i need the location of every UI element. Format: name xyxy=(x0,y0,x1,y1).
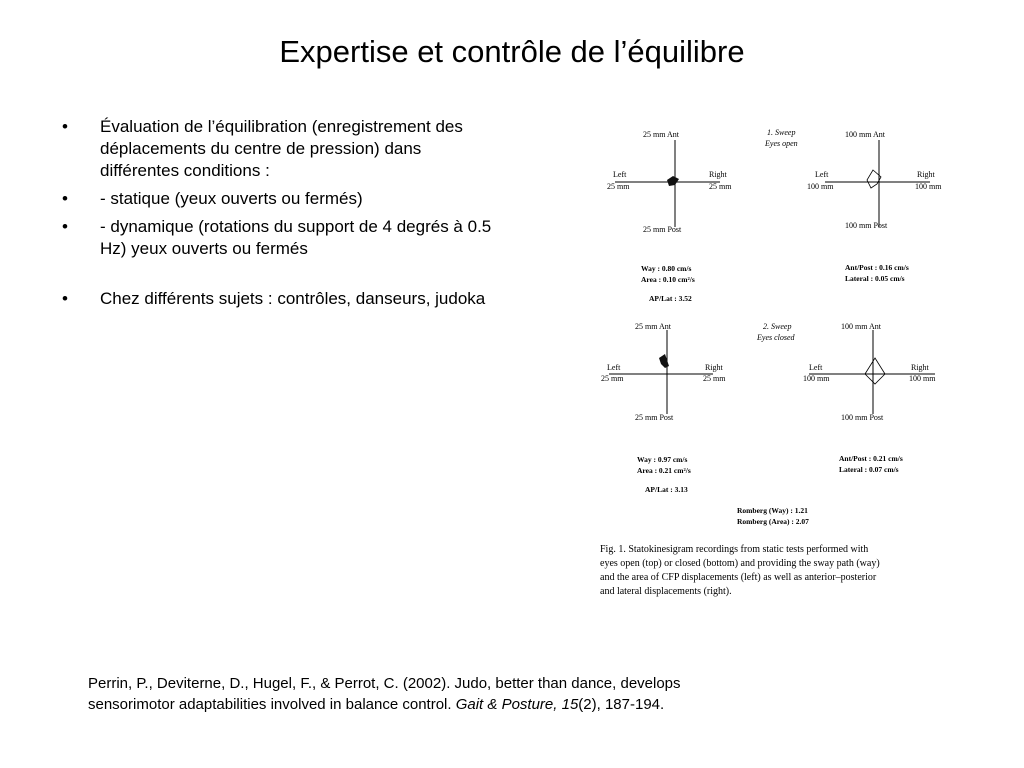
axis-label: 100 mm Post xyxy=(841,413,884,422)
axis-label: 25 mm xyxy=(607,182,630,191)
axis-label: Right xyxy=(709,170,727,179)
axis-label: Left xyxy=(809,363,823,372)
bullet-marker: • xyxy=(62,289,68,308)
stat-text: Lateral : 0.07 cm/s xyxy=(839,465,899,474)
reference-pages: (2), 187-194. xyxy=(578,696,665,713)
bullet-text: - dynamique (rotations du support de 4 degrés à 0.5 Hz) yeux ouverts ou fermés xyxy=(100,217,492,258)
axis-label: Right xyxy=(705,363,723,372)
figure-caption-line: and lateral displacements (right). xyxy=(600,586,732,597)
statokinesigram-figure xyxy=(595,122,955,602)
reference-line-1: Perrin, P., Deviterne, D., Hugel, F., & Perrot, C. (2002). Judo, better than dance, develops xyxy=(88,675,681,692)
bullet-item xyxy=(62,116,502,182)
stat-text: Area : 0.21 cm²/s xyxy=(637,466,691,475)
sweep-label: 1. Sweep xyxy=(767,128,796,137)
axis-label: 100 mm xyxy=(909,374,936,383)
axis-label: 25 mm xyxy=(601,374,624,383)
journal-name: Gait & Posture, 15 xyxy=(455,696,579,713)
stat-text: Ant/Post : 0.16 cm/s xyxy=(845,263,909,272)
stat-text: Way : 0.97 cm/s xyxy=(637,455,688,464)
axis-label: 25 mm Ant xyxy=(643,130,680,139)
axis-label: 25 mm Post xyxy=(643,225,682,234)
axis-label: Left xyxy=(607,363,621,372)
sweep-condition: Eyes closed xyxy=(757,333,795,342)
bullet-list xyxy=(62,116,502,316)
figure-image xyxy=(595,122,955,602)
reference-line-2 xyxy=(88,694,808,715)
axis-label: 25 mm Post xyxy=(635,413,674,422)
bullet-marker: • xyxy=(62,217,68,236)
stat-text: Ant/Post : 0.21 cm/s xyxy=(839,454,903,463)
sway-trace xyxy=(865,358,885,384)
axis-label: 100 mm Ant xyxy=(845,130,886,139)
bullet-text: Chez différents sujets : contrôles, danseurs, judoka xyxy=(100,289,486,308)
axis-label: 100 mm xyxy=(915,182,942,191)
stat-text: AP/Lat : 3.52 xyxy=(649,294,692,303)
sweep-label: 2. Sweep xyxy=(763,322,792,331)
axis-label: 100 mm Post xyxy=(845,221,888,230)
romberg-text: Romberg (Area) : 2.07 xyxy=(737,517,809,526)
reference-text: sensorimotor adaptabilities involved in balance control. xyxy=(88,696,456,713)
figure-caption-line: and the area of CFP displacements (left) as well as anterior–posterior xyxy=(600,572,877,583)
bullet-marker: • xyxy=(62,189,68,208)
axis-label: Left xyxy=(613,170,627,179)
sweep-condition: Eyes open xyxy=(765,139,798,148)
slide-title: Expertise et contrôle de l’équilibre xyxy=(279,34,745,69)
figure-caption-line: eyes open (top) or closed (bottom) and providing the sway path (way) xyxy=(600,558,880,569)
bullet-item xyxy=(62,188,502,210)
bullet-item xyxy=(62,216,502,260)
stat-text: Lateral : 0.05 cm/s xyxy=(845,274,905,283)
sway-trace xyxy=(667,176,679,186)
reference-citation xyxy=(88,673,808,715)
romberg-text: Romberg (Way) : 1.21 xyxy=(737,506,808,515)
bullet-text: Évaluation de l’équilibration (enregistrement des déplacements du centre de pression) dans différentes conditions : xyxy=(100,117,463,180)
axis-label: 25 mm xyxy=(703,374,726,383)
axis-label: 25 mm Ant xyxy=(635,322,672,331)
stat-text: Area : 0.10 cm²/s xyxy=(641,275,695,284)
axis-label: Right xyxy=(911,363,929,372)
axis-label: Left xyxy=(815,170,829,179)
stat-text: AP/Lat : 3.13 xyxy=(645,485,688,494)
axis-label: 100 mm xyxy=(807,182,834,191)
axis-label: 25 mm xyxy=(709,182,732,191)
bullet-item xyxy=(62,288,502,310)
figure-caption-line: Fig. 1. Statokinesigram recordings from static tests performed with xyxy=(600,544,869,555)
axis-label: 100 mm Ant xyxy=(841,322,882,331)
axis-label: 100 mm xyxy=(803,374,830,383)
axis-label: Right xyxy=(917,170,935,179)
bullet-marker: • xyxy=(62,117,68,136)
bullet-text: - statique (yeux ouverts ou fermés) xyxy=(100,189,363,208)
stat-text: Way : 0.80 cm/s xyxy=(641,264,692,273)
